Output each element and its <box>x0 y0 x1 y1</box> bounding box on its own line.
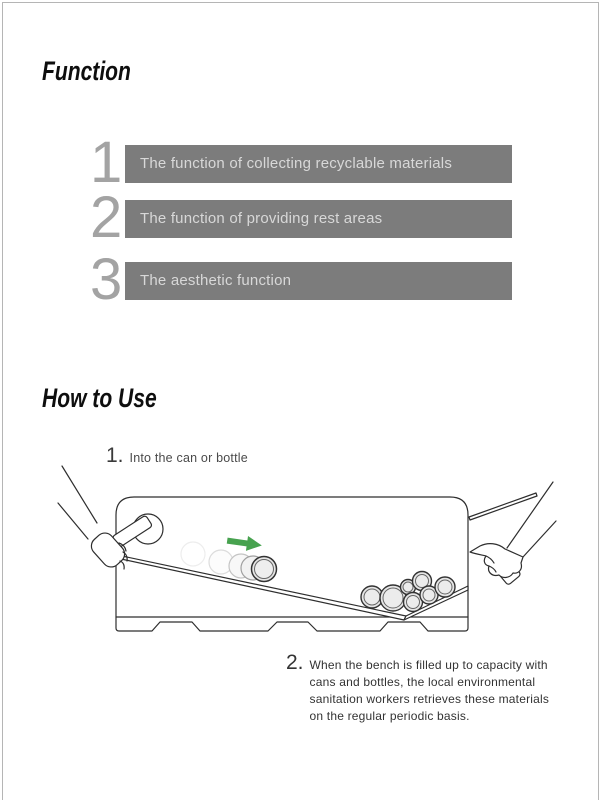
step-1-label: Into the can or bottle <box>129 451 248 465</box>
right-hand <box>470 544 523 578</box>
step-2-text <box>310 657 550 725</box>
step-2-line-1: When the bench is filled up to capacity with <box>309 658 548 672</box>
function-item-3-label: The aesthetic function <box>140 272 292 289</box>
step-1-number: 1. <box>106 444 124 467</box>
function-item-1-number: 1 <box>90 130 123 195</box>
function-item-3-number: 3 <box>90 247 123 312</box>
function-item-2-number: 2 <box>90 185 123 250</box>
step-2-number: 2. <box>286 651 304 674</box>
step-2-line-4: on the regular periodic basis. <box>309 709 470 723</box>
retrieval-rod <box>469 493 537 520</box>
how-to-use-title: How to Use <box>42 383 157 413</box>
function-item-3-bar <box>125 262 512 300</box>
bench-illustration <box>40 455 570 655</box>
function-section-title: Function <box>42 56 131 86</box>
right-arm-lower-line <box>523 521 556 557</box>
left-arm-lower-line <box>58 503 88 539</box>
function-item-2-bar <box>125 200 512 238</box>
function-item-2-label: The function of providing rest areas <box>140 210 383 227</box>
step-2-line-2: cans and bottles, the local environmental <box>309 675 536 689</box>
function-item-1-bar <box>125 145 512 183</box>
step-2-line-3: sanitation workers retrieves these materials <box>309 692 550 706</box>
step-2 <box>286 651 549 725</box>
function-item-1-label: The function of collecting recyclable materials <box>140 155 453 172</box>
right-arm-upper-line <box>507 482 553 548</box>
